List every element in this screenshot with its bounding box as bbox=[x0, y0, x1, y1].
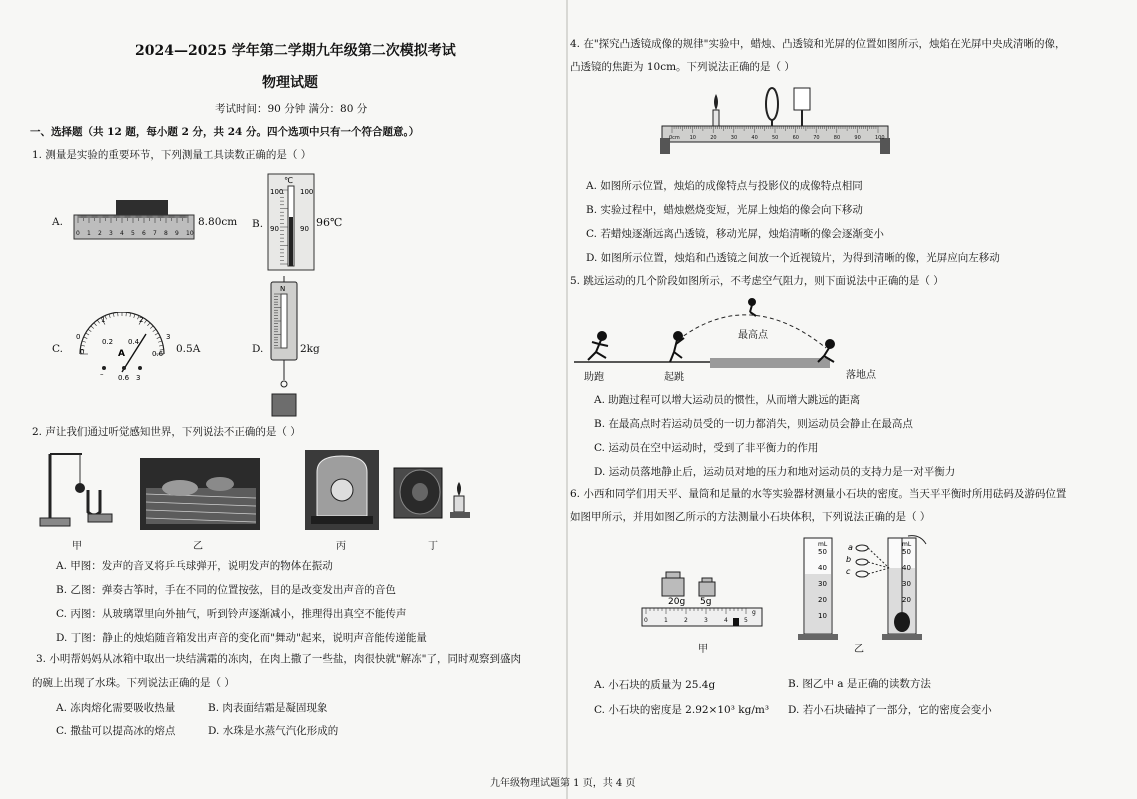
thermo-liquid-column bbox=[289, 217, 293, 266]
ammeter-bottom-0: 0 bbox=[80, 348, 85, 356]
weight-5g bbox=[699, 582, 715, 596]
q3-stem-line2: 的碗上出现了水珠。下列说法正确的是（ ） bbox=[32, 677, 235, 689]
ammeter-unit: A bbox=[118, 349, 125, 359]
ammeter-bottom-2: 0.4 bbox=[128, 338, 140, 346]
q2-option-a: A. 甲图：发声的音叉将乒乓球弹开，说明发声的物体在振动 bbox=[56, 560, 333, 572]
bench-tick-label: 30 bbox=[730, 135, 738, 141]
ammeter-tick bbox=[97, 320, 99, 323]
eye-label-a: a bbox=[848, 543, 853, 552]
spring-scale-unit: N bbox=[280, 285, 286, 293]
ammeter-top-3: 3 bbox=[166, 333, 171, 341]
eye-icons bbox=[856, 545, 889, 577]
ammeter-tick bbox=[109, 314, 110, 318]
q6-stem-line1: 6. 小西和同学们用天平、量筒和足量的水等实验器材测量小石块的密度。当天平平衡时所用砝码及游码位置 bbox=[570, 488, 1067, 500]
cyl-right-unit: mL bbox=[902, 541, 912, 548]
optical-bench-figure bbox=[658, 80, 892, 160]
thermo-label-100-right: 100 bbox=[300, 188, 314, 196]
rider-tick-label: 3 bbox=[704, 617, 708, 624]
ruler-tick-label: 6 bbox=[142, 230, 146, 237]
ammeter-tick bbox=[159, 345, 163, 346]
rider-tick-label: 1 bbox=[664, 617, 668, 624]
bench-tick-label: 40 bbox=[751, 135, 758, 141]
ruler-tick-label: 4 bbox=[120, 230, 124, 237]
apex-icon bbox=[749, 299, 756, 316]
svg-text:20: 20 bbox=[902, 596, 911, 604]
q2-option-b: B. 乙图：弹奏古筝时，手在不同的位置按弦，目的是改变发出声音的音色 bbox=[56, 584, 396, 596]
bench-tick-label: 60 bbox=[792, 135, 799, 141]
q4-stem-line2: 凸透镜的焦距为 10cm。下列说法正确的是（ ） bbox=[570, 61, 795, 73]
bench-tick-label: 80 bbox=[833, 135, 841, 141]
svg-text:40: 40 bbox=[818, 564, 827, 572]
q5-option-c: C. 运动员在空中运动时，受到了非平衡力的作用 bbox=[594, 442, 819, 454]
thermo-label-90: 90 bbox=[270, 225, 279, 233]
thermometer-figure bbox=[266, 172, 316, 274]
bell-jar-photo bbox=[305, 450, 379, 530]
thermo-label-100: 100 bbox=[270, 188, 284, 196]
q3-option-d: D. 水珠是水蒸气汽化形成的 bbox=[208, 725, 339, 737]
ruler-tick-label: 5 bbox=[131, 230, 135, 237]
page-fold bbox=[566, 0, 568, 799]
convex-lens bbox=[766, 88, 778, 120]
q6-option-d: D. 若小石块磕掉了一部分，它的密度会变小 bbox=[788, 704, 992, 716]
q1-option-b-reading: 96℃ bbox=[316, 216, 343, 229]
q3-option-a: A. 冻肉熔化需要吸收热量 bbox=[56, 702, 176, 714]
light-screen bbox=[794, 88, 810, 110]
subject-title: 物理试题 bbox=[262, 75, 318, 91]
ammeter-tick bbox=[91, 326, 94, 329]
ammeter-tick bbox=[153, 329, 156, 331]
ammeter-arc bbox=[80, 312, 164, 354]
sand-pit bbox=[710, 358, 830, 368]
svg-text:10: 10 bbox=[818, 612, 827, 620]
q6-label-yi: 乙 bbox=[854, 644, 864, 655]
q3-stem-line1: 3. 小明帮妈妈从冰箱中取出一块结满霜的冻肉，在肉上撒了一些盐，肉很快就"解冻"了，同时观察到盛肉 bbox=[36, 653, 522, 665]
bench-tick-label: 10 bbox=[689, 135, 696, 141]
eye-label-c: c bbox=[846, 567, 851, 576]
q1-option-a-reading: 8.80cm bbox=[198, 216, 238, 228]
q5-label-apex: 最高点 bbox=[738, 330, 768, 341]
q6-label-jia: 甲 bbox=[698, 644, 708, 655]
q1-option-b-letter: B. bbox=[252, 218, 264, 230]
rider-tick-label: 2 bbox=[684, 617, 688, 624]
ruler-figure bbox=[72, 198, 197, 244]
candle-flame bbox=[714, 94, 718, 110]
weight-20g bbox=[662, 578, 684, 596]
svg-text:20: 20 bbox=[818, 596, 827, 604]
svg-text:30: 30 bbox=[902, 580, 911, 588]
q5-stem: 5. 跳远运动的几个阶段如图所示，不考虑空气阻力，则下面说法中正确的是（ ） bbox=[570, 275, 944, 287]
ruler-tick-label: 8 bbox=[164, 230, 168, 237]
ammeter-tick bbox=[134, 314, 135, 318]
rider bbox=[733, 618, 739, 626]
q2-label-jia: 甲 bbox=[72, 541, 82, 552]
ammeter-top-2: 2 bbox=[139, 316, 144, 324]
svg-text:30: 30 bbox=[818, 580, 827, 588]
q2-label-ding: 丁 bbox=[428, 541, 438, 552]
bench-tick-label: 100 bbox=[875, 135, 885, 141]
ammeter-tick bbox=[157, 337, 161, 339]
ammeter-top-1: 1 bbox=[101, 316, 106, 324]
spring-scale-figure bbox=[266, 276, 302, 420]
q5-label-runup: 助跑 bbox=[584, 372, 604, 383]
q2-stem: 2. 声让我们通过听觉感知世界，下列说法不正确的是（ ） bbox=[32, 426, 301, 438]
q4-option-c: C. 若蜡烛逐渐远离凸透镜，移动光屏，烛焰清晰的像会逐渐变小 bbox=[586, 228, 884, 240]
ruler-tick-label: 1 bbox=[87, 230, 91, 237]
ammeter-terminal-3: 3 bbox=[136, 374, 141, 382]
q3-option-c: C. 撒盐可以提高冰的熔点 bbox=[56, 725, 176, 737]
q5-label-landing: 落地点 bbox=[846, 370, 876, 381]
q5-option-b: B. 在最高点时若运动员受的一切力都消失，则运动员会静止在最高点 bbox=[594, 418, 913, 430]
cyl-left-unit: mL bbox=[818, 541, 828, 548]
ruler-tick-label: 10 bbox=[186, 230, 194, 237]
exam-title: 2024—2025 学年第二学期九年级第二次模拟考试 bbox=[135, 43, 456, 59]
ammeter-bottom-3: 0.6 bbox=[152, 350, 164, 358]
q5-option-d: D. 运动员落地静止后，运动员对地的压力和地对运动员的支持力是一对平衡力 bbox=[594, 466, 956, 478]
rider-tick-label: 5 bbox=[744, 617, 748, 624]
speaker-candle-figure bbox=[390, 454, 480, 524]
bench-tick-label: 0cm bbox=[669, 135, 680, 141]
ammeter-tick bbox=[155, 333, 158, 335]
hanging-weight bbox=[272, 394, 296, 416]
q6-stem-line2: 如图甲所示，并用如图乙所示的方法测量小石块体积，下列说法正确的是（ ） bbox=[570, 511, 931, 523]
eye-label-b: b bbox=[846, 555, 852, 564]
exam-info: 考试时间：90 分钟 满分：80 分 bbox=[215, 103, 368, 115]
bench-tick-label: 90 bbox=[854, 135, 861, 141]
measured-block bbox=[116, 200, 168, 215]
ammeter-terminal-neg: – bbox=[100, 370, 104, 378]
ammeter-tick bbox=[82, 341, 86, 342]
ammeter-tick bbox=[113, 313, 114, 317]
rider-tick-label: 4 bbox=[724, 617, 728, 624]
ruler-tick-label: 0 bbox=[76, 230, 80, 237]
ammeter-figure bbox=[66, 312, 176, 382]
stone bbox=[894, 612, 910, 632]
q2-option-c: C. 丙图：从玻璃罩里向外抽气，听到铃声逐渐减小，推理得出真空不能传声 bbox=[56, 608, 407, 620]
ammeter-tick bbox=[158, 341, 162, 342]
rider-tick-label: 0 bbox=[644, 617, 648, 624]
q2-label-yi: 乙 bbox=[193, 541, 203, 552]
q4-option-d: D. 如图所示位置，烛焰和凸透镜之间放一个近视镜片，为得到清晰的像，光屏应向左移动 bbox=[586, 252, 1000, 264]
ruler-tick-label: 2 bbox=[98, 230, 102, 237]
bench-tick-label: 50 bbox=[772, 135, 779, 141]
takeoff-icon bbox=[670, 332, 684, 362]
q5-label-takeoff: 起跳 bbox=[664, 372, 684, 383]
ammeter-tick bbox=[88, 329, 91, 331]
balance-weights-figure bbox=[640, 566, 764, 634]
weight-20g-label: 20g bbox=[668, 597, 686, 607]
svg-text:50: 50 bbox=[818, 548, 827, 556]
ammeter-tick bbox=[86, 333, 89, 335]
q1-option-d-letter: D. bbox=[252, 343, 264, 355]
q6-option-c: C. 小石块的密度是 2.92×10³ kg/m³ bbox=[594, 704, 770, 716]
ruler-tick-label: 9 bbox=[175, 230, 179, 237]
cylinder-figure bbox=[796, 532, 936, 644]
ruler-tick-label: 3 bbox=[109, 230, 113, 237]
section-heading: 一、选择题（共 12 题，每小题 2 分，共 24 分。四个选项中只有一个符合题意。） bbox=[30, 126, 420, 138]
ammeter-tick bbox=[94, 323, 97, 326]
ammeter-tick bbox=[81, 345, 85, 346]
weight-5g-label: 5g bbox=[700, 597, 712, 607]
q1-option-a-letter: A. bbox=[52, 216, 63, 228]
ammeter-top-0: 0 bbox=[76, 333, 81, 341]
bench-tick-label: 70 bbox=[813, 135, 820, 141]
bench-tick-label: 20 bbox=[710, 135, 717, 141]
ammeter-tick bbox=[144, 320, 146, 323]
q4-option-b: B. 实验过程中，蜡烛燃烧变短，光屏上烛焰的像会向下移动 bbox=[586, 204, 863, 216]
q5-option-a: A. 助跑过程可以增大运动员的惯性，从而增大跳远的距离 bbox=[594, 394, 861, 406]
guzheng-photo bbox=[140, 458, 260, 530]
q1-stem: 1. 测量是实验的重要环节，下列测量工具读数正确的是（ ） bbox=[32, 149, 312, 161]
q6-option-b: B. 图乙中 a 是正确的读数方法 bbox=[788, 678, 931, 690]
q4-option-a: A. 如图所示位置，烛焰的成像特点与投影仪的成像特点相同 bbox=[586, 180, 863, 192]
q4-stem-line1: 4. 在"探究凸透镜成像的规律"实验中，蜡烛、凸透镜和光屏的位置如图所示，烛焰在光屏中央成清晰的像， bbox=[570, 38, 1066, 50]
q6-option-a: A. 小石块的质量为 25.4g bbox=[594, 679, 716, 691]
ammeter-tick bbox=[150, 326, 153, 329]
ammeter-tick bbox=[130, 313, 131, 317]
ruler-tick-label: 7 bbox=[153, 230, 157, 237]
thermo-unit-label: ℃ bbox=[284, 176, 293, 185]
page-footer: 九年级物理试题第 1 页，共 4 页 bbox=[490, 778, 636, 789]
ammeter-bottom-1: 0.2 bbox=[102, 338, 114, 346]
q1-option-c-letter: C. bbox=[52, 343, 63, 355]
svg-text:40: 40 bbox=[902, 564, 911, 572]
q1-option-c-reading: 0.5A bbox=[176, 343, 201, 355]
tuning-fork-figure bbox=[36, 446, 126, 530]
ammeter-terminal-06: 0.6 bbox=[118, 374, 130, 382]
q2-option-d: D. 丁图：静止的烛焰随音箱发出声音的变化而"舞动"起来，说明声音能传递能量 bbox=[56, 632, 427, 644]
svg-text:50: 50 bbox=[902, 548, 911, 556]
q1-option-d-reading: 2kg bbox=[300, 343, 320, 355]
thermo-label-90-right: 90 bbox=[300, 225, 309, 233]
runner-icon bbox=[588, 332, 608, 360]
rider-unit: g bbox=[752, 609, 756, 616]
ammeter-tick bbox=[84, 337, 88, 339]
q3-option-b: B. 肉表面结霜是凝固现象 bbox=[208, 702, 328, 714]
q2-label-bing: 丙 bbox=[336, 541, 346, 552]
ammeter-tick bbox=[147, 323, 150, 326]
